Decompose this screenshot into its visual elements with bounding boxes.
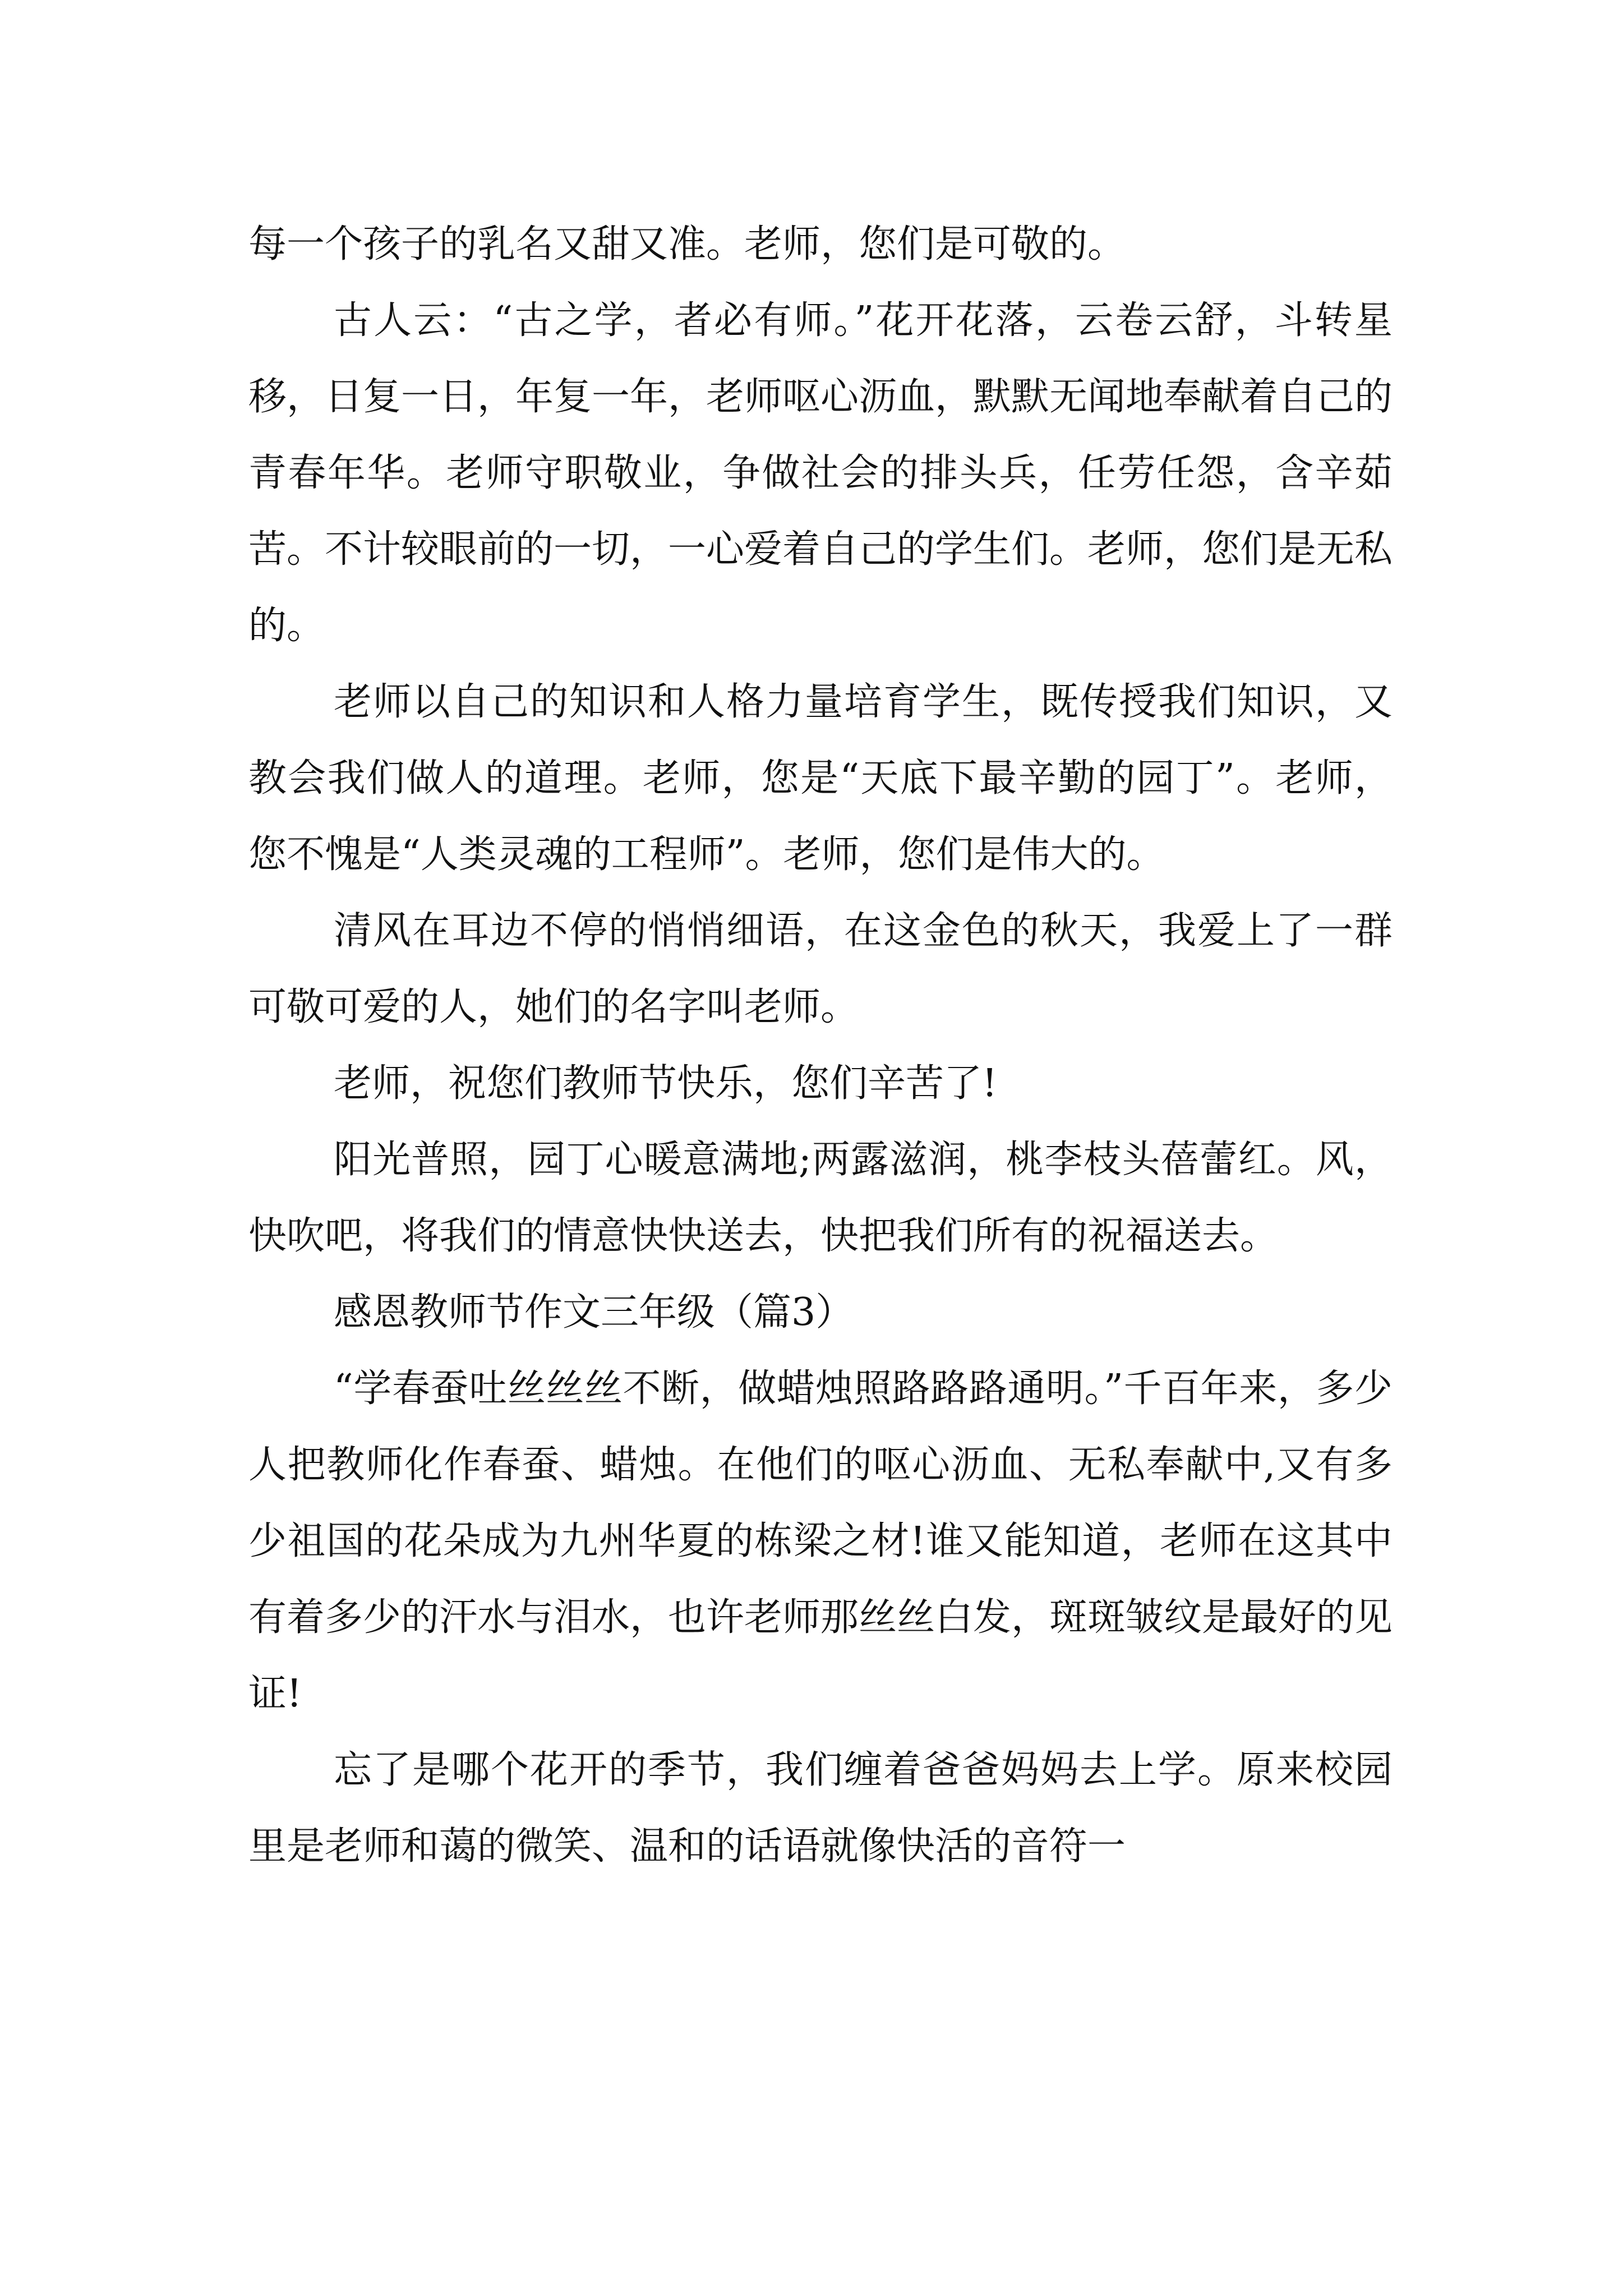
paragraph: 老师，祝您们教师节快乐，您们辛苦了! bbox=[334, 1061, 998, 1106]
document-body bbox=[248, 206, 1393, 1885]
paragraph: 老师以自己的知识和人格力量培育学生，既传授我们知识，又教会我们做人的道理。老师，您是“天底下最辛勤的园丁”。老师，您不愧是“人类灵魂的工程师”。老师，您们是伟大的。 bbox=[248, 680, 1393, 877]
paragraph: 忘了是哪个花开的季节，我们缠着爸爸妈妈去上学。原来校园里是老师和蔼的微笑、温和的话语就像快活的音符一 bbox=[248, 1748, 1393, 1869]
paragraph-continued: 每一个孩子的乳名又甜又准。老师，您们是可敬的。 bbox=[248, 222, 1126, 266]
paragraph: “学春蚕吐丝丝丝不断，做蜡烛照路路路通明。”千百年来，多少人把教师化作春蚕、蜡烛。在他们的呕心沥血、无私奉献中,又有多少祖国的花朵成为九州华夏的栋梁之材!谁又能知道，老师在这其中有着多少的汗水与泪水，也许老师那丝丝白发，斑斑皱纹是最好的见证! bbox=[248, 1366, 1393, 1716]
section-heading: 感恩教师节作文三年级（篇3） bbox=[334, 1290, 854, 1335]
paragraph: 古人云：“古之学，者必有师。”花开花落，云卷云舒，斗转星移，日复一日，年复一年，老师呕心沥血，默默无闻地奉献着自己的青春年华。老师守职敬业，争做社会的排头兵，任劳任怨，含辛茹苦。不计较眼前的一切，一心爱着自己的学生们。老师，您们是无私的。 bbox=[248, 298, 1393, 648]
paragraph: 清风在耳边不停的悄悄细语，在这金色的秋天，我爱上了一群可敬可爱的人，她们的名字叫老师。 bbox=[248, 909, 1393, 1029]
paragraph: 阳光普照，园丁心暖意满地;两露滋润，桃李枝头蓓蕾红。风，快吹吧，将我们的情意快快送去，快把我们所有的祝福送去。 bbox=[248, 1138, 1393, 1258]
